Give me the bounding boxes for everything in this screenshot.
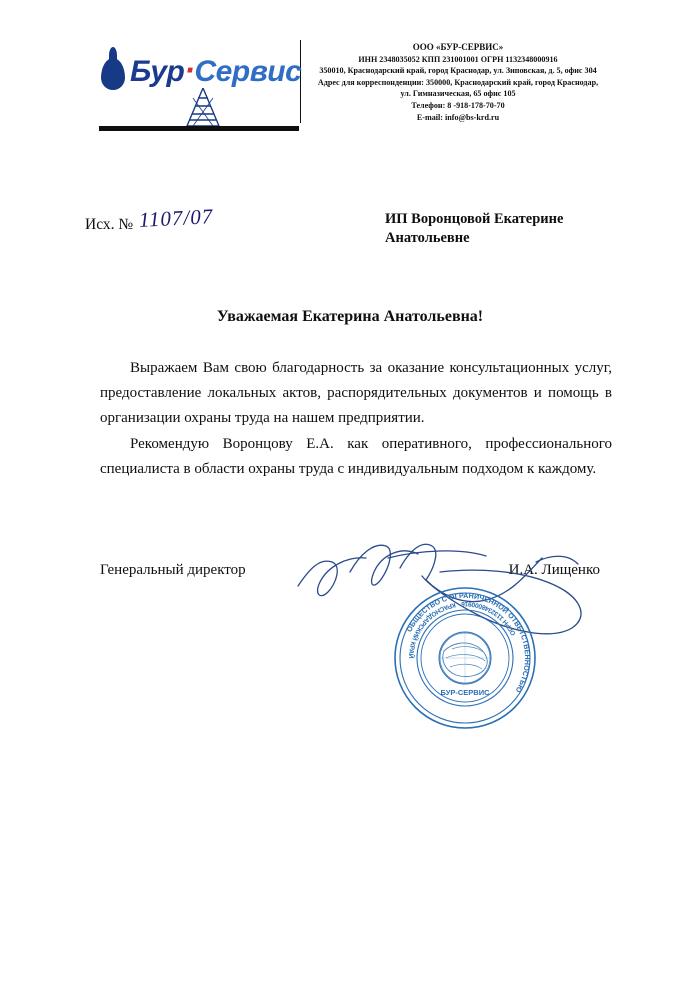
reference-and-addressee-row: [85, 204, 615, 248]
drilling-rig-icon: [180, 88, 226, 128]
logo-wordmark: [130, 52, 301, 89]
logo-separator-dot: ·: [184, 52, 195, 88]
logo-underline: [99, 126, 299, 131]
company-name: ООО «БУР-СЕРВИС»: [412, 42, 504, 52]
logo-word-bur: Бур: [130, 55, 185, 88]
company-phone: Телефон: 8 -918-178-70-70: [411, 100, 505, 110]
company-details: [300, 40, 605, 123]
salutation: Уважаемая Екатерина Анатольевна!: [216, 308, 484, 325]
paragraph-2: Рекомендую Воронцову Е.А. как оперативного, профессионального специалиста в области охраны труда с индивидуальным подходом к каждому.: [100, 436, 612, 477]
handwritten-signature: [290, 528, 620, 658]
company-logo: [95, 40, 300, 135]
svg-text:ОБЩЕСТВО С ОГРАНИЧЕННОЙ ОТВЕТС: ОБЩЕСТВО С ОГРАНИЧЕННОЙ ОТВЕТСТВЕННОСТЬЮ: [404, 590, 533, 695]
letter-body: [100, 356, 612, 482]
company-mailing-address-line2: ул. Гимназическая, 65 офис 105: [400, 89, 516, 99]
letterhead: [95, 40, 605, 135]
company-inn-kpp-ogrn: ИНН 2348035052 КПП 231001001 ОГРН 1132348000916: [358, 54, 558, 64]
logo-word-servis: Сервис: [194, 55, 302, 88]
signature-row: [100, 562, 600, 579]
oil-drop-icon: [101, 58, 125, 90]
svg-text:БУР-СЕРВИС: БУР-СЕРВИС: [440, 688, 490, 697]
reference-number: [85, 204, 215, 235]
reference-label: Исх. №: [85, 216, 134, 233]
company-email: E-mail: info@bs-krd.ru: [416, 112, 500, 122]
svg-text:ОГРН 1132348000916 · КРАСНОДАР: ОГРН 1132348000916 · КРАСНОДАРСКИЙ КРАЙ: [406, 599, 518, 659]
signatory-position: Генеральный директор: [100, 562, 246, 578]
company-mailing-address-line1: Адрес для корреспонденции: 350000, Краснодарский край, город Краснодар,: [317, 77, 599, 87]
signatory-name: И.А. Лищенко: [508, 562, 600, 578]
company-round-stamp: [390, 583, 540, 733]
paragraph-1: Выражаем Вам свою благодарность за оказание консультационных услуг, предоставление локальных актов, распорядительных документов и помощь в организации охраны труда на нашем предприятии.: [100, 360, 612, 426]
reference-value-handwritten: 1107/07: [138, 204, 215, 232]
addressee: ИП Воронцовой Екатерине Анатольевне: [385, 211, 564, 246]
company-address: 350010, Краснодарский край, город Краснодар, ул. Зиповская, д. 5, офис 304: [319, 66, 597, 76]
